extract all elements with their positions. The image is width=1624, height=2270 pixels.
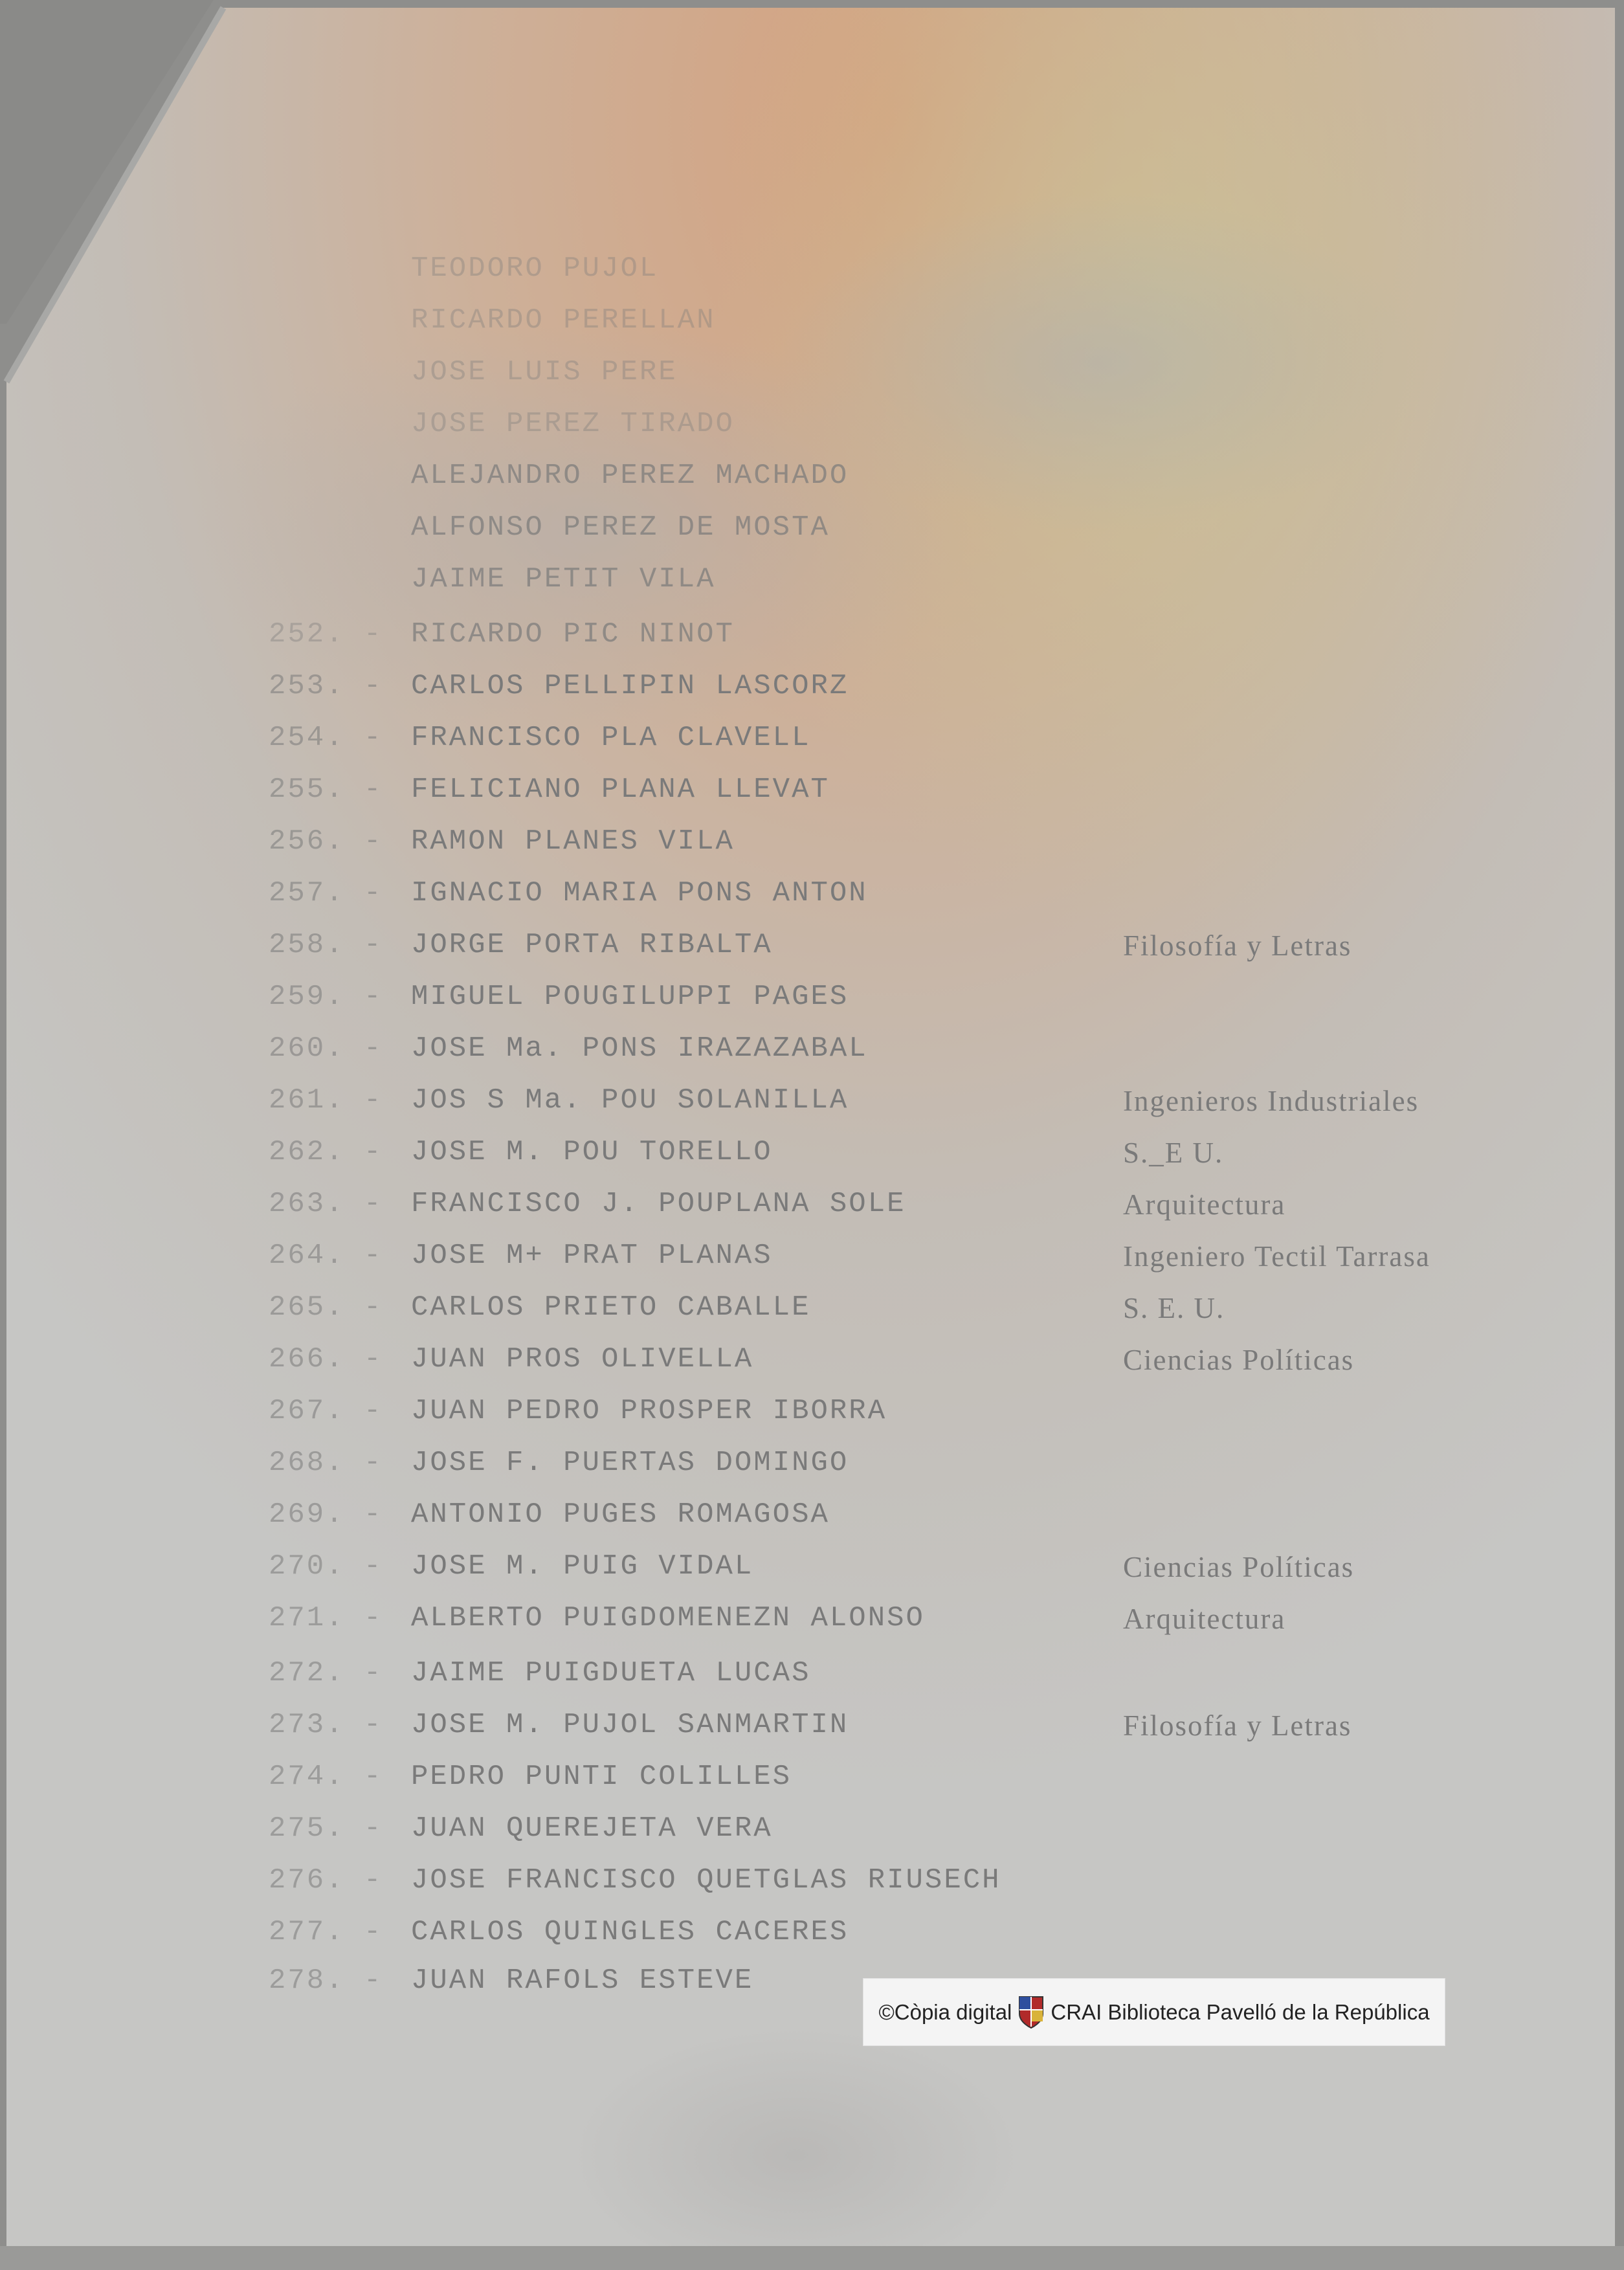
entry-name: JOSE M. PUIG VIDAL — [411, 1550, 754, 1583]
entry-number: 267. - — [269, 1395, 383, 1427]
entry-number: 258. - — [269, 929, 383, 961]
entry-number: 253. - — [269, 670, 383, 702]
list-row — [0, 1447, 1624, 1492]
entry-name: ALBERTO PUIGDOMENEZN ALONSO — [411, 1602, 925, 1634]
list-row — [0, 877, 1624, 922]
entry-number: 252. - — [269, 618, 383, 651]
list-row — [0, 460, 1624, 505]
list-row — [0, 929, 1624, 974]
entry-name: FELICIANO PLANA LLEVAT — [411, 773, 830, 806]
entry-name: ALEJANDRO PEREZ MACHADO — [411, 460, 849, 492]
entry-number: 268. - — [269, 1447, 383, 1479]
entry-number: 254. - — [269, 722, 383, 754]
entry-name: CARLOS PRIETO CABALLE — [411, 1291, 811, 1324]
entry-name: RICARDO PIC NINOT — [411, 618, 735, 651]
list-row — [0, 1864, 1624, 1909]
university-crest-icon — [1017, 1994, 1045, 2031]
entry-name: JUAN QUEREJETA VERA — [411, 1812, 773, 1845]
entry-number: 272. - — [269, 1657, 383, 1689]
entry-name: MIGUEL POUGILUPPI PAGES — [411, 981, 849, 1013]
entry-name: JOSE F. PUERTAS DOMINGO — [411, 1447, 849, 1479]
entry-name: JOSE PEREZ TIRADO — [411, 408, 735, 440]
entry-faculty: Ingeniero Tectil Tarrasa — [1123, 1240, 1430, 1273]
entry-name: JAIME PUIGDUETA LUCAS — [411, 1657, 811, 1689]
list-row — [0, 1395, 1624, 1440]
entry-number: 264. - — [269, 1240, 383, 1272]
entry-name: JUAN PROS OLIVELLA — [411, 1343, 754, 1375]
list-row — [0, 1343, 1624, 1388]
list-row — [0, 1032, 1624, 1078]
list-row — [0, 1709, 1624, 1754]
list-row — [0, 825, 1624, 871]
entry-number: 260. - — [269, 1032, 383, 1065]
entry-name: JOSE LUIS PERE — [411, 356, 678, 388]
list-row — [0, 408, 1624, 453]
list-row — [0, 1498, 1624, 1544]
entry-name: CARLOS QUINGLES CACERES — [411, 1916, 849, 1948]
entry-number: 273. - — [269, 1709, 383, 1741]
list-row — [0, 722, 1624, 767]
watermark-copyright-text: ©Còpia digital — [878, 1999, 1012, 2024]
list-row — [0, 1812, 1624, 1858]
entry-number: 261. - — [269, 1084, 383, 1117]
watermark-library-text: CRAI Biblioteca Pavelló de la República — [1051, 1999, 1430, 2024]
list-row — [0, 1240, 1624, 1285]
entry-number: 271. - — [269, 1602, 383, 1634]
list-row — [0, 1084, 1624, 1129]
entry-number: 275. - — [269, 1812, 383, 1845]
entry-faculty: Filosofía y Letras — [1123, 1709, 1352, 1742]
list-row — [0, 1136, 1624, 1181]
entry-number: 262. - — [269, 1136, 383, 1168]
entry-faculty: Ingenieros Industriales — [1123, 1085, 1419, 1117]
entry-number: 277. - — [269, 1916, 383, 1948]
list-row — [0, 1291, 1624, 1337]
list-row — [0, 1550, 1624, 1596]
entry-name: JOSE M. POU TORELLO — [411, 1136, 773, 1168]
entry-name: JOSE M. PUJOL SANMARTIN — [411, 1709, 849, 1741]
list-row — [0, 1602, 1624, 1647]
entry-name: FRANCISCO PLA CLAVELL — [411, 722, 811, 754]
entry-name: FRANCISCO J. POUPLANA SOLE — [411, 1188, 906, 1220]
entry-faculty: Ciencias Políticas — [1123, 1344, 1355, 1376]
entry-faculty: Arquitectura — [1123, 1603, 1286, 1635]
entry-name: CARLOS PELLIPIN LASCORZ — [411, 670, 849, 702]
entry-faculty: Ciencias Políticas — [1123, 1551, 1355, 1583]
entry-name: ALFONSO PEREZ DE MOSTA — [411, 511, 830, 544]
list-row — [0, 618, 1624, 663]
entry-faculty: Arquitectura — [1123, 1188, 1286, 1221]
entry-name: JUAN RAFOLS ESTEVE — [411, 1964, 754, 1997]
entry-number: 278. - — [269, 1964, 383, 1997]
list-row — [0, 563, 1624, 608]
entry-name: ANTONIO PUGES ROMAGOSA — [411, 1498, 830, 1531]
entry-name: JUAN PEDRO PROSPER IBORRA — [411, 1395, 887, 1427]
digital-copy-watermark — [863, 1978, 1445, 2046]
entry-number: 276. - — [269, 1864, 383, 1897]
entry-number: 270. - — [269, 1550, 383, 1583]
entry-name: JOSE Ma. PONS IRAZAZABAL — [411, 1032, 868, 1065]
entry-faculty: S._E U. — [1123, 1137, 1224, 1169]
entry-number: 255. - — [269, 773, 383, 806]
entry-number: 266. - — [269, 1343, 383, 1375]
entry-name: JORGE PORTA RIBALTA — [411, 929, 773, 961]
entry-number: 263. - — [269, 1188, 383, 1220]
entry-number: 259. - — [269, 981, 383, 1013]
entry-faculty: S. E. U. — [1123, 1292, 1225, 1324]
entry-name: RAMON PLANES VILA — [411, 825, 735, 858]
list-row — [0, 1657, 1624, 1702]
list-row — [0, 356, 1624, 401]
entry-name: IGNACIO MARIA PONS ANTON — [411, 877, 868, 909]
list-row — [0, 1188, 1624, 1233]
entry-faculty: Filosofía y Letras — [1123, 929, 1352, 962]
entry-name: JOS S Ma. POU SOLANILLA — [411, 1084, 849, 1117]
entry-number: 256. - — [269, 825, 383, 858]
entry-name: JOSE M+ PRAT PLANAS — [411, 1240, 773, 1272]
list-row — [0, 773, 1624, 819]
list-row — [0, 1916, 1624, 1961]
entry-number: 265. - — [269, 1291, 383, 1324]
entry-name: JOSE FRANCISCO QUETGLAS RIUSECH — [411, 1864, 1001, 1897]
list-row — [0, 1761, 1624, 1806]
entry-number: 257. - — [269, 877, 383, 909]
entry-name: RICARDO PERELLAN — [411, 304, 716, 337]
entry-name: PEDRO PUNTI COLILLES — [411, 1761, 792, 1793]
list-row — [0, 252, 1624, 298]
entry-name: JAIME PETIT VILA — [411, 563, 716, 595]
entry-number: 274. - — [269, 1761, 383, 1793]
list-row — [0, 981, 1624, 1026]
entry-name: TEODORO PUJOL — [411, 252, 659, 285]
entry-number: 269. - — [269, 1498, 383, 1531]
list-row — [0, 670, 1624, 715]
list-row — [0, 304, 1624, 350]
list-row — [0, 511, 1624, 557]
